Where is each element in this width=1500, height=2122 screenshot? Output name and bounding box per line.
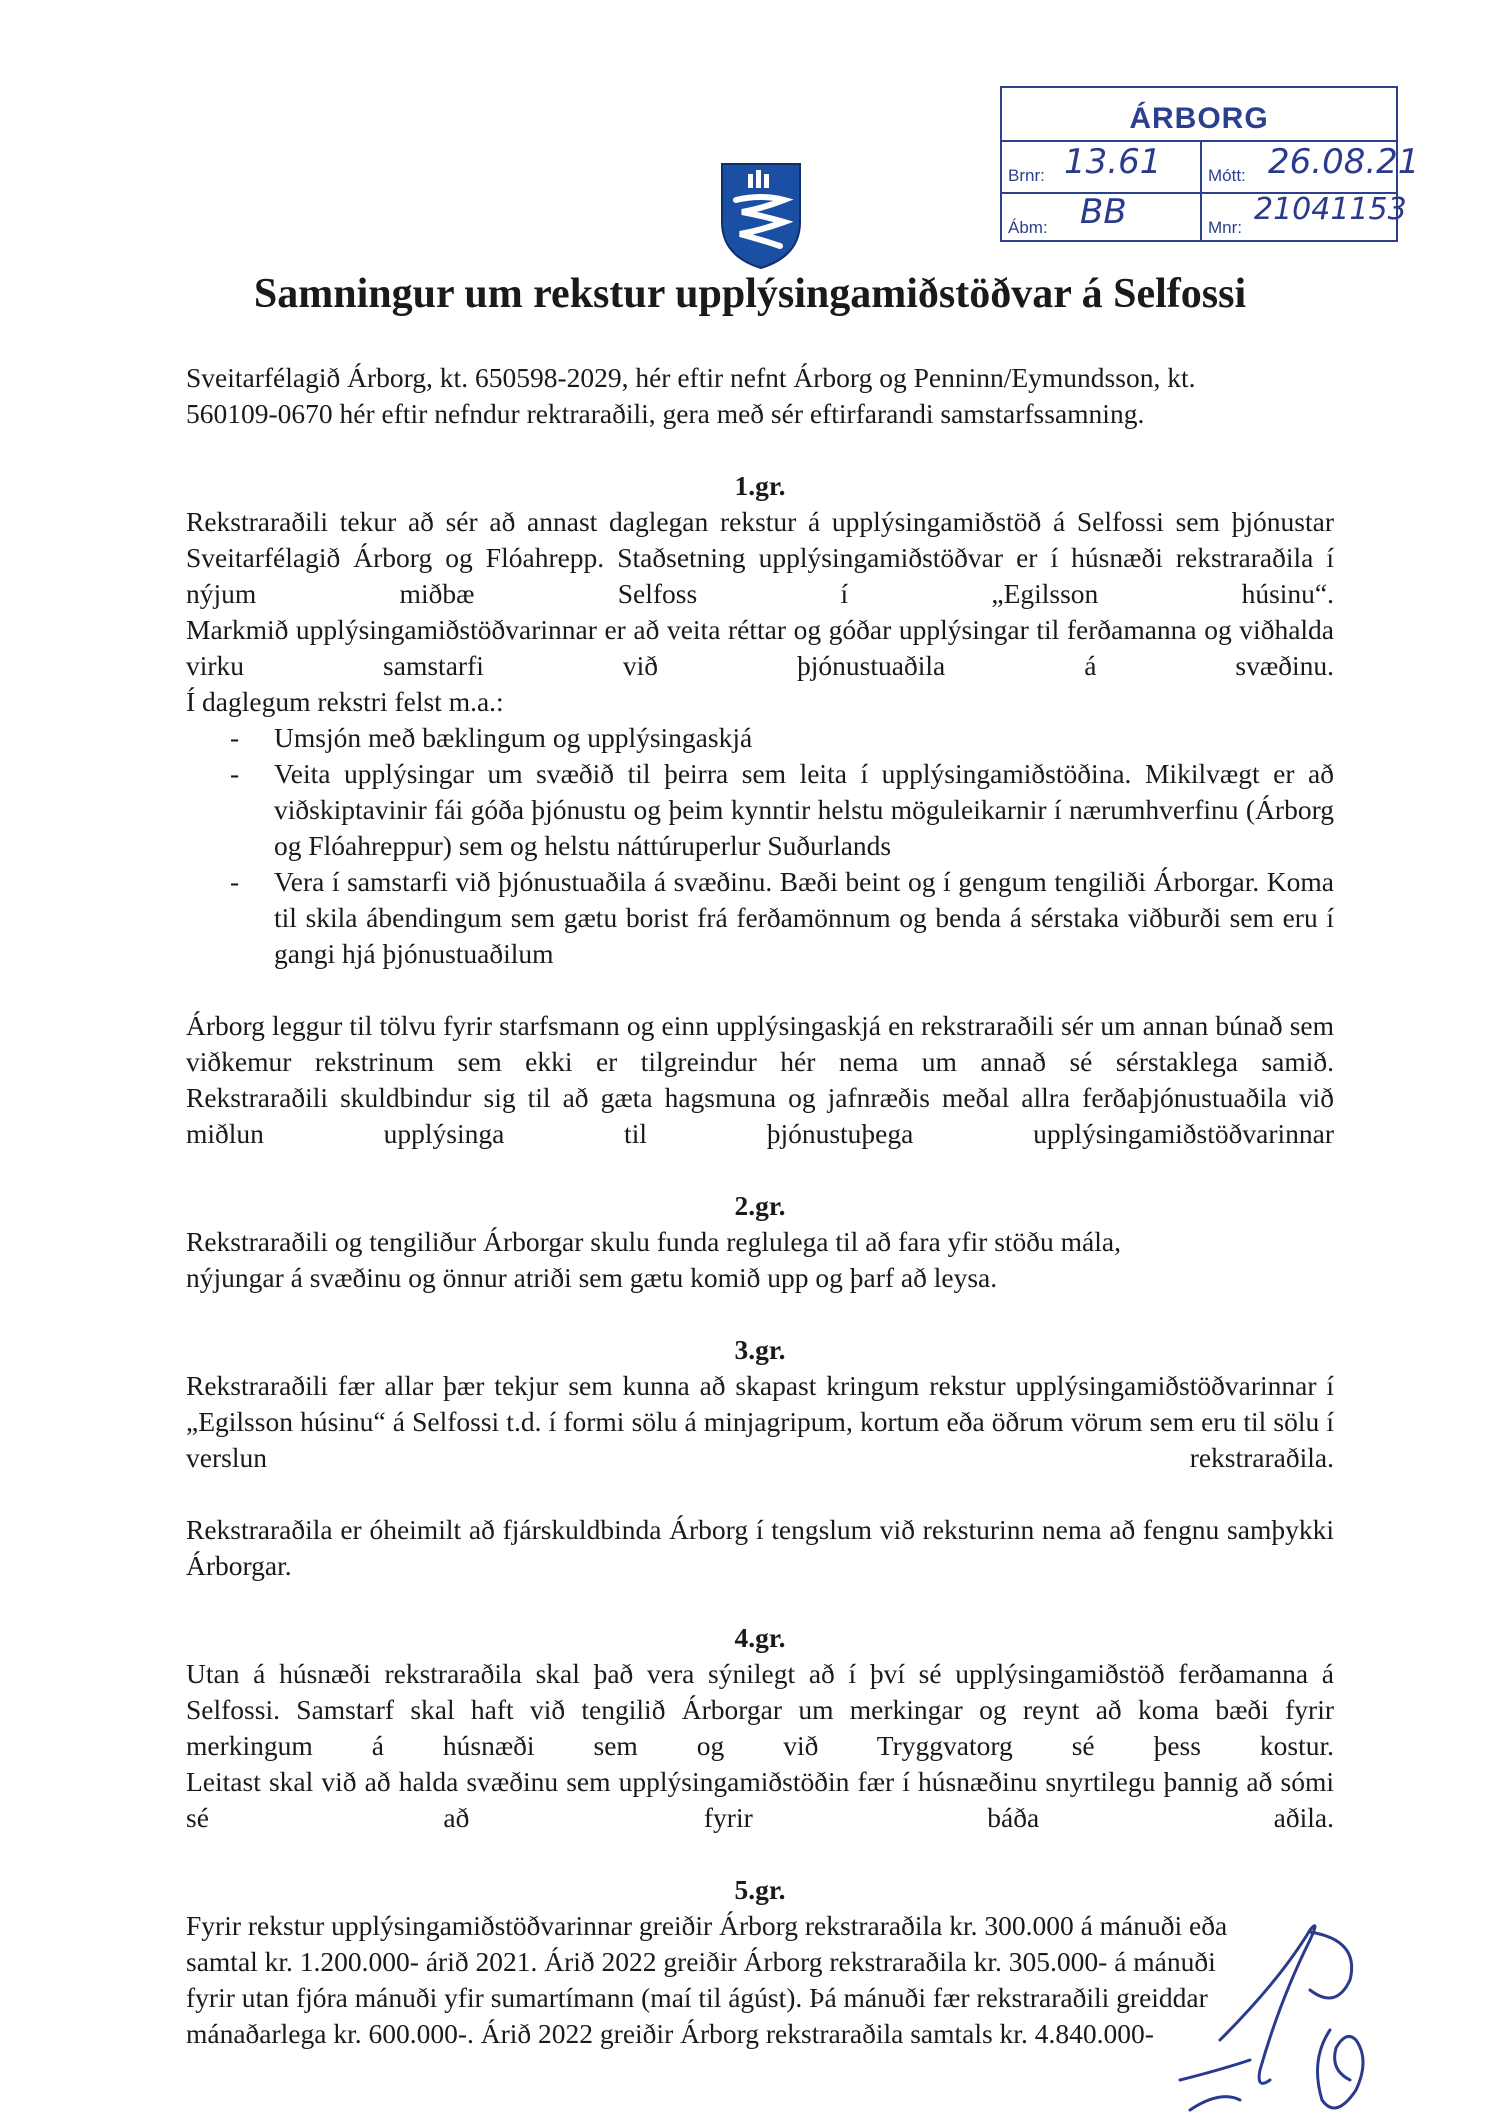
document-body [186,360,1334,2052]
section-1-paragraph: Rekstraraðili skuldbindur sig til að gæta hagsmuna og jafnræðis meðal allra ferðaþjónustuaðila við miðlun upplýsinga til þjónustuþega upplýsingamiðstöðvarinnar [186,1082,1334,1149]
section-heading-3: 3.gr. [734,1334,786,1365]
section-3-paragraph: Rekstraraðili fær allar þær tekjur sem kunna að skapast kringum rekstur upplýsingamiðstöðvarinnar í „Egilsson húsinu“ á Selfossi t.d. í formi sölu á minjagripum, kortum eða öðrum vörum sem eru til sölu í verslun rekstraraðila. [186,1370,1334,1473]
municipal-crest-icon [718,160,804,270]
section-1-paragraph: Árborg leggur til tölvu fyrir starfsmann og einn upplýsingaskjá en rekstraraðili sér um annan búnað sem viðkemur rekstrinum sem ekki er tilgreindur hér nema um annað sé sérstaklega samið. [186,1010,1334,1077]
page-title: Samningur um rekstur upplýsingamiðstöðvar á Selfossi [253,271,1247,317]
stamp-abm-value: BB [1080,192,1127,232]
signature-icon [1160,1920,1480,2120]
section-1-paragraph: Markmið upplýsingamiðstöðvarinnar er að veita réttar og góðar upplýsingar til ferðamanna og viðhalda virku samstarfi við þjónustuaðila á svæðinu. [186,614,1334,681]
stamp-mnr-label: Mnr: [1208,218,1242,237]
section-heading-5: 5.gr. [734,1874,786,1905]
section-heading-4: 4.gr. [734,1622,786,1653]
duties-list [186,720,1334,972]
list-item: - Vera í samstarfi við þjónustuaðila á svæðinu. Bæði beint og í gengum tengiliði Árborgar. Koma til skila ábendingum sem gætu borist frá ferðamönnum og benda á sérstaka viðburði sem eru í gangi hjá þjónustuaðilum [186,864,1334,972]
section-heading-2: 2.gr. [734,1190,786,1221]
section-4-paragraph: Utan á húsnæði rekstraraðila skal það vera sýnilegt að í því sé upplýsingamiðstöð ferðamanna á Selfossi. Samstarf skal haft við tengilið Árborgar um merkingar og reynt að koma bæði fyrir merkingum á húsnæði sem og við Tryggvatorg sé þess kostur. [186,1658,1334,1761]
stamp-divider [1200,140,1202,240]
section-5-line: samtal kr. 1.200.000- árið 2021. Árið 2022 greiðir Árborg rekstraraðila kr. 305.000- á mánuði [186,1946,1216,1977]
stamp-brnr-label: Brnr: [1008,166,1045,185]
section-5-line: Fyrir rekstur upplýsingamiðstöðvarinnar greiðir Árborg rekstraraðila kr. 300.000 á mánuði eða [186,1910,1228,1941]
stamp-brnr-value: 13.61 [1064,142,1162,182]
intro-line: Sveitarfélagið Árborg, kt. 650598-2029, hér eftir nefnt Árborg og Penninn/Eymundsson, kt. [186,362,1196,393]
list-item: - Veita upplýsingar um svæðið til þeirra sem leita í upplýsingamiðstöðina. Mikilvægt er að viðskiptavinir fái góða þjónustu og þeim kynntir helstu möguleikarnir í nærumhverfinu (Árborg og Flóahreppur) sem og helstu náttúruperlur Suðurlands [186,756,1334,864]
stamp-abm-label: Ábm: [1008,218,1048,237]
stamp-title: ÁRBORG [1129,102,1269,135]
section-5-line: fyrir utan fjóra mánuði yfir sumartímann (maí til ágúst). Þá mánuði fær rekstraraðili greiddar [186,1982,1208,2013]
section-3-paragraph: Rekstraraðila er óheimilt að fjárskuldbinda Árborg í tengslum við reksturinn nema að fengnu samþykki Árborgar. [186,1514,1334,1581]
section-4-paragraph: Leitast skal við að halda svæðinu sem upplýsingamiðstöðin fær í húsnæðinu snyrtilegu þannig að sómi sé að fyrir báða aðila. [186,1766,1334,1833]
stamp-mott-label: Mótt: [1208,166,1246,185]
list-item: - Umsjón með bæklingum og upplýsingaskjá [186,720,1334,756]
section-heading-1: 1.gr. [734,470,786,501]
section-2-line: Rekstraraðili og tengiliður Árborgar skulu funda reglulega til að fara yfir stöðu mála, [186,1226,1121,1257]
section-5-line: mánaðarlega kr. 600.000-. Árið 2022 greiðir Árborg rekstraraðila samtals kr. 4.840.000- [186,2018,1154,2049]
registration-stamp [1000,86,1420,242]
stamp-mnr-value: 21041153 [1254,192,1407,227]
section-1-paragraph: Í daglegum rekstri felst m.a.: [186,686,504,717]
section-1-paragraph: Rekstraraðili tekur að sér að annast daglegan rekstur á upplýsingamiðstöð á Selfossi sem þjónustar Sveitarfélagið Árborg og Flóahrepp. Staðsetning upplýsingamiðstöðvar er í húsnæði rekstraraðila í nýjum miðbæ Selfoss í „Egilsson húsinu“. [186,506,1334,609]
section-2-line: nýjungar á svæðinu og önnur atriði sem gætu komið upp og þarf að leysa. [186,1262,998,1293]
stamp-mott-value: 26.08.21 [1268,142,1420,182]
intro-line: 560109-0670 hér eftir nefndur rektraraðili, gera með sér eftirfarandi samstarfssamning. [186,398,1145,429]
